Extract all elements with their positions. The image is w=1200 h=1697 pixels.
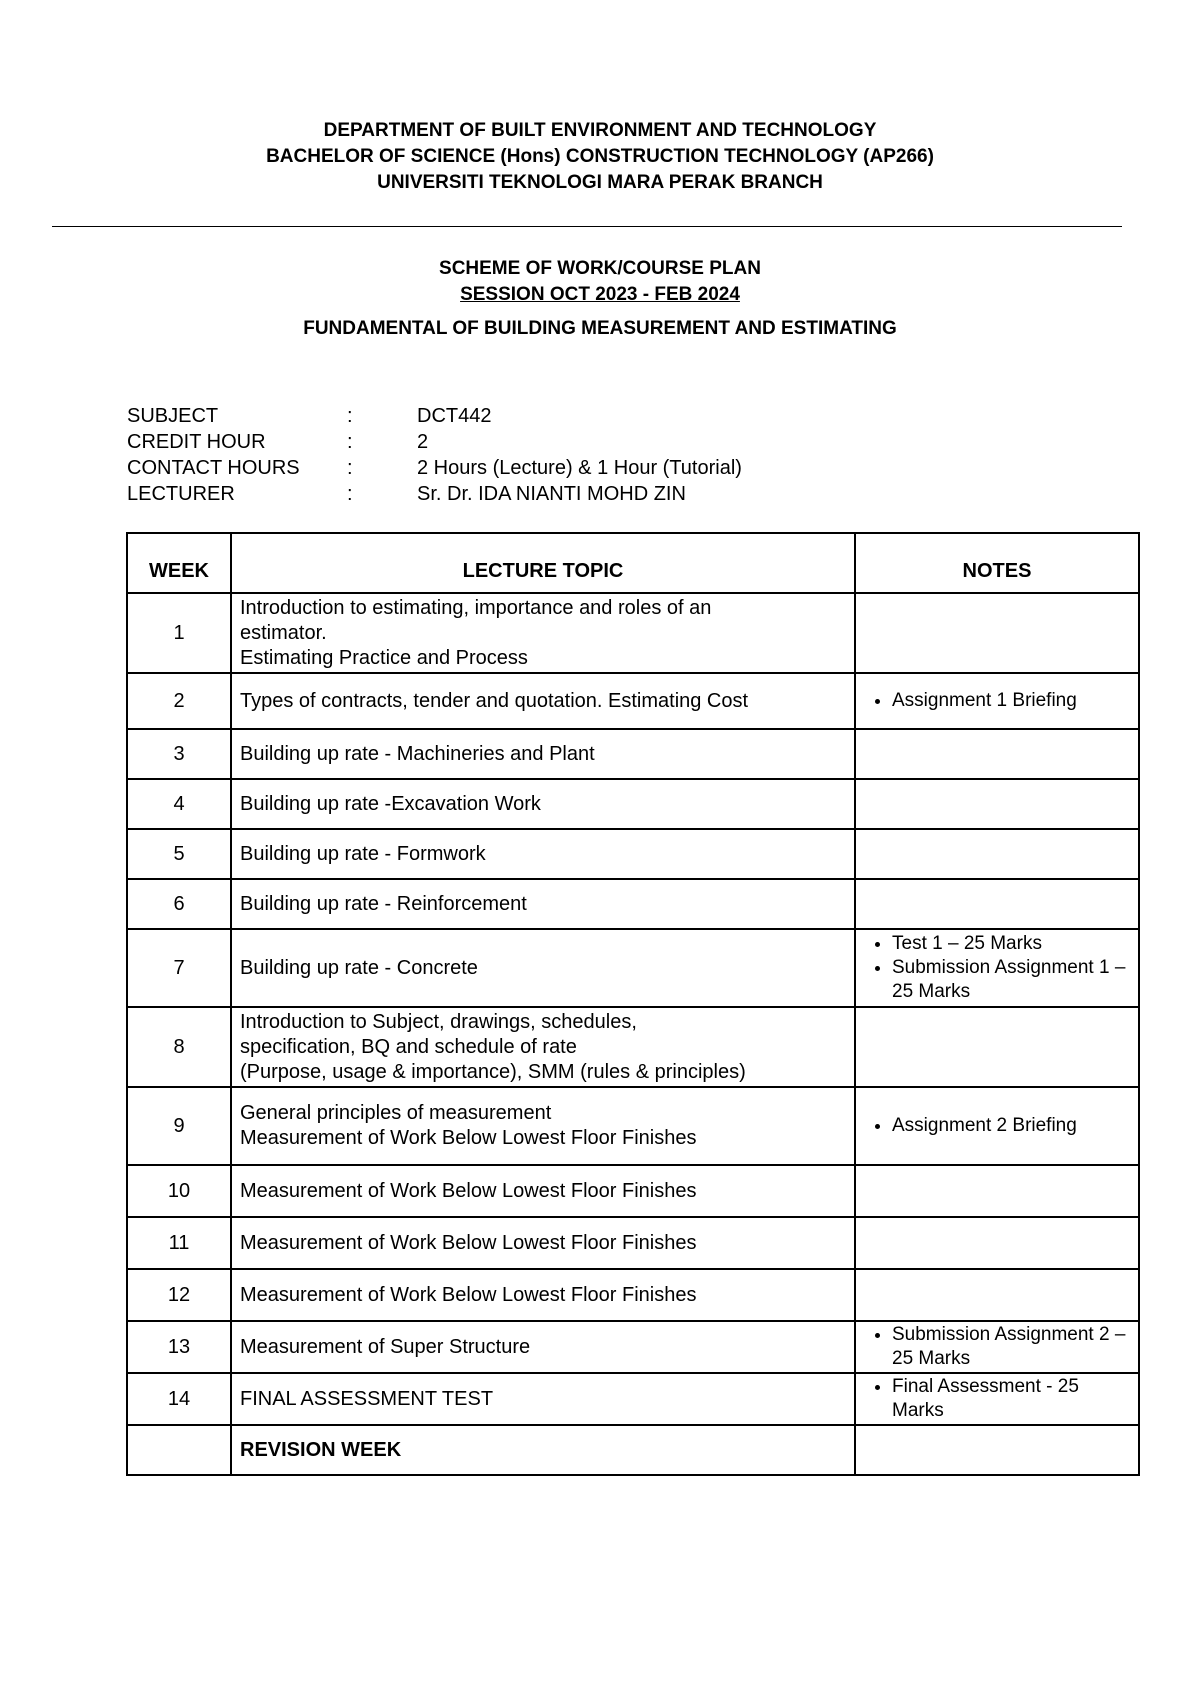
topic-cell [231, 929, 855, 1007]
university-name: UNIVERSITI TEKNOLOGI MARA PERAK BRANCH [377, 172, 823, 193]
week-cell: 4 [127, 779, 231, 829]
table-row [127, 829, 1139, 879]
topic-line: estimator. [240, 621, 327, 644]
topic-line: FINAL ASSESSMENT TEST [240, 1387, 494, 1410]
topic-header: LECTURE TOPIC [231, 533, 855, 593]
info-value: DCT442 [417, 405, 492, 427]
topic-cell [231, 1007, 855, 1087]
notes-cell [855, 1425, 1139, 1475]
table-row [127, 1425, 1139, 1475]
topic-line: Measurement of Work Below Lowest Floor Finishes [240, 1127, 697, 1149]
table-row [127, 929, 1139, 1007]
info-label: CREDIT HOUR [127, 431, 266, 453]
info-separator: : [347, 457, 353, 479]
table-header-row [127, 533, 1139, 593]
info-label: CONTACT HOURS [127, 457, 300, 479]
notes-cell [855, 1217, 1139, 1269]
note-item: • Test 1 – 25 Marks [892, 932, 1130, 956]
table-row [127, 1007, 1139, 1087]
document-header [0, 118, 1200, 196]
week-cell: 3 [127, 729, 231, 779]
topic-cell [231, 1373, 855, 1425]
info-value: 2 Hours (Lecture) & 1 Hour (Tutorial) [417, 457, 742, 479]
table-row [127, 729, 1139, 779]
notes-cell [855, 1087, 1139, 1165]
info-row [127, 403, 742, 429]
topic-line: Estimating Practice and Process [240, 646, 528, 669]
topic-line: Building up rate - Concrete [240, 956, 478, 979]
topic-cell [231, 1087, 855, 1165]
topic-cell [231, 779, 855, 829]
week-cell: 7 [127, 929, 231, 1007]
info-row [127, 455, 742, 481]
table-row [127, 1217, 1139, 1269]
notes-cell [855, 929, 1139, 1007]
week-header: WEEK [127, 533, 231, 593]
table-row [127, 1165, 1139, 1217]
note-item: • Assignment 1 Briefing [892, 689, 1130, 713]
topic-line: Measurement of Work Below Lowest Floor Finishes [240, 1179, 697, 1202]
info-value: 2 [417, 431, 429, 453]
notes-list [864, 1114, 1130, 1138]
notes-list [864, 689, 1130, 713]
topic-line: Introduction to estimating, importance and roles of an [240, 596, 712, 619]
table-row [127, 779, 1139, 829]
notes-cell [855, 829, 1139, 879]
topic-line: Measurement of Work Below Lowest Floor Finishes [240, 1283, 697, 1306]
info-value: Sr. Dr. IDA NIANTI MOHD ZIN [417, 483, 686, 505]
notes-cell [855, 779, 1139, 829]
week-cell: 13 [127, 1321, 231, 1373]
table-row [127, 673, 1139, 729]
week-cell: 10 [127, 1165, 231, 1217]
week-cell [127, 1425, 231, 1475]
schedule-table [126, 532, 1140, 1476]
week-cell: 2 [127, 673, 231, 729]
note-item: • Submission Assignment 1 – 25 Marks [892, 956, 1130, 1004]
week-cell: 12 [127, 1269, 231, 1321]
course-info [127, 403, 742, 507]
topic-cell [231, 879, 855, 929]
week-cell: 9 [127, 1087, 231, 1165]
notes-cell [855, 1165, 1139, 1217]
info-separator: : [347, 431, 353, 453]
week-cell: 1 [127, 593, 231, 673]
topic-cell [231, 729, 855, 779]
topic-line: (Purpose, usage & importance), SMM (rules & principles) [240, 1060, 746, 1083]
notes-cell [855, 673, 1139, 729]
session-title: SESSION OCT 2023 - FEB 2024 [460, 284, 740, 305]
notes-cell [855, 729, 1139, 779]
title-block [0, 256, 1200, 342]
topic-cell [231, 1269, 855, 1321]
week-cell: 14 [127, 1373, 231, 1425]
topic-cell [231, 1321, 855, 1373]
week-cell: 6 [127, 879, 231, 929]
notes-header: NOTES [855, 533, 1139, 593]
info-separator: : [347, 483, 353, 505]
week-cell: 11 [127, 1217, 231, 1269]
notes-cell [855, 1373, 1139, 1425]
topic-line: Types of contracts, tender and quotation. Estimating Cost [240, 689, 749, 712]
info-row [127, 429, 742, 455]
notes-list [864, 1323, 1130, 1371]
info-label: LECTURER [127, 483, 235, 505]
info-row [127, 481, 742, 507]
notes-cell [855, 879, 1139, 929]
topic-line: Building up rate - Formwork [240, 842, 486, 865]
topic-line: REVISION WEEK [240, 1438, 402, 1461]
table-row [127, 593, 1139, 673]
info-separator: : [347, 405, 353, 427]
topic-line: Measurement of Super Structure [240, 1335, 531, 1358]
table-row [127, 1269, 1139, 1321]
notes-list [864, 1375, 1130, 1423]
note-item: • Final Assessment - 25 Marks [892, 1375, 1130, 1423]
scheme-title: SCHEME OF WORK/COURSE PLAN [439, 258, 761, 279]
table-row [127, 1373, 1139, 1425]
header-divider [52, 226, 1122, 227]
notes-cell [855, 1007, 1139, 1087]
topic-line: specification, BQ and schedule of rate [240, 1035, 577, 1058]
topic-line: Building up rate - Reinforcement [240, 892, 527, 915]
note-item: • Submission Assignment 2 – 25 Marks [892, 1323, 1130, 1371]
table-row [127, 1087, 1139, 1165]
table-row [127, 1321, 1139, 1373]
topic-line: Building up rate - Machineries and Plant [240, 742, 595, 765]
course-title: FUNDAMENTAL OF BUILDING MEASUREMENT AND ESTIMATING [303, 318, 897, 339]
week-cell: 8 [127, 1007, 231, 1087]
notes-cell [855, 1321, 1139, 1373]
week-cell: 5 [127, 829, 231, 879]
table-row [127, 879, 1139, 929]
department-name: DEPARTMENT OF BUILT ENVIRONMENT AND TECHNOLOGY [323, 120, 877, 141]
notes-cell [855, 1269, 1139, 1321]
info-label: SUBJECT [127, 405, 219, 427]
topic-cell [231, 1217, 855, 1269]
note-item: • Assignment 2 Briefing [892, 1114, 1130, 1138]
topic-cell [231, 593, 855, 673]
programme-name: BACHELOR OF SCIENCE (Hons) CONSTRUCTION TECHNOLOGY (AP266) [266, 146, 934, 167]
topic-line: Introduction to Subject, drawings, schedules, [240, 1010, 637, 1033]
topic-cell [231, 1165, 855, 1217]
topic-cell [231, 1425, 855, 1475]
topic-line: Measurement of Work Below Lowest Floor Finishes [240, 1231, 697, 1254]
notes-list [864, 932, 1130, 1004]
topic-line: Building up rate -Excavation Work [240, 792, 541, 815]
topic-line: General principles of measurement [240, 1102, 552, 1124]
notes-cell [855, 593, 1139, 673]
topic-cell [231, 829, 855, 879]
topic-cell [231, 673, 855, 729]
